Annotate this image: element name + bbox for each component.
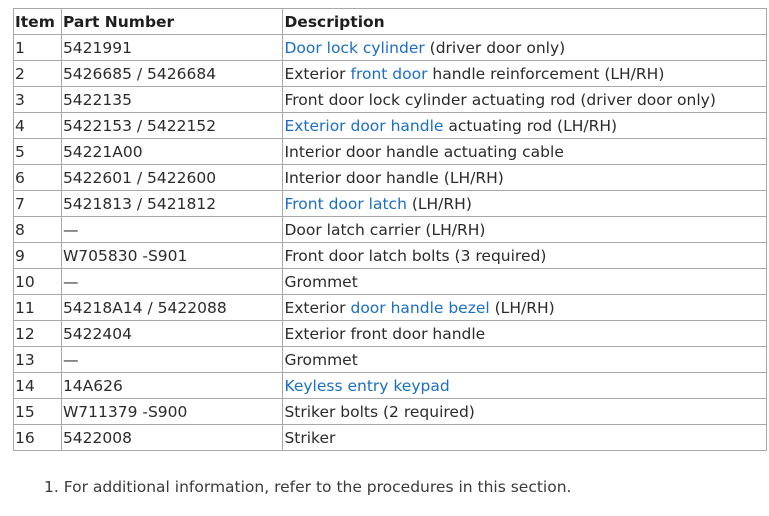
description-text: Exterior front door handle: [284, 324, 486, 343]
footnote-number: 1.: [44, 478, 59, 496]
cell-part-number: 5422404: [61, 321, 283, 347]
table-row: [14, 35, 767, 61]
description-link[interactable]: Front door latch: [284, 194, 407, 213]
description-link[interactable]: Door lock cylinder: [284, 38, 425, 57]
cell-item: 14: [14, 373, 62, 399]
cell-part-number: W705830 -S901: [61, 243, 283, 269]
cell-part-number: —: [61, 269, 283, 295]
cell-part-number: W711379 -S900: [61, 399, 283, 425]
footnote-text: For additional information, refer to the procedures in this section.: [63, 478, 572, 496]
table-row: [14, 243, 767, 269]
footnote: [44, 478, 571, 496]
table-row: [14, 425, 767, 451]
table-row: [14, 217, 767, 243]
cell-part-number: —: [61, 217, 283, 243]
description-link[interactable]: Keyless entry keypad: [284, 376, 450, 395]
table-row: [14, 269, 767, 295]
description-text: (LH/RH): [406, 194, 472, 213]
cell-part-number: 54221A00: [61, 139, 283, 165]
description-link[interactable]: front door: [350, 64, 428, 83]
cell-part-number: 5422601 / 5422600: [61, 165, 283, 191]
description-text: Interior door handle (LH/RH): [284, 168, 504, 187]
header-description: Description: [283, 9, 767, 35]
description-text: (driver door only): [424, 38, 566, 57]
cell-item: 2: [14, 61, 62, 87]
description-text: (LH/RH): [489, 298, 555, 317]
table-row: [14, 61, 767, 87]
header-item: Item: [14, 9, 62, 35]
cell-item: 1: [14, 35, 62, 61]
cell-part-number: 14A626: [61, 373, 283, 399]
table-row: [14, 165, 767, 191]
description-text: Grommet: [284, 350, 358, 369]
cell-item: 12: [14, 321, 62, 347]
cell-item: 7: [14, 191, 62, 217]
description-text: Front door lock cylinder actuating rod (driver door only): [284, 90, 716, 109]
cell-description: [283, 217, 767, 243]
cell-item: 13: [14, 347, 62, 373]
cell-part-number: 5421813 / 5421812: [61, 191, 283, 217]
table-row: [14, 399, 767, 425]
cell-description: [283, 113, 767, 139]
header-part-number: Part Number: [61, 9, 283, 35]
table-row: [14, 139, 767, 165]
cell-item: 6: [14, 165, 62, 191]
cell-item: 16: [14, 425, 62, 451]
description-text: Striker: [284, 428, 336, 447]
cell-description: [283, 269, 767, 295]
cell-item: 11: [14, 295, 62, 321]
table-row: [14, 191, 767, 217]
cell-item: 5: [14, 139, 62, 165]
description-text: Striker bolts (2 required): [284, 402, 475, 421]
table-header: [14, 9, 767, 35]
table-body: [14, 35, 767, 451]
description-text: Exterior: [284, 298, 351, 317]
description-text: Grommet: [284, 272, 358, 291]
table-row: [14, 295, 767, 321]
cell-description: [283, 61, 767, 87]
cell-item: 9: [14, 243, 62, 269]
cell-description: [283, 425, 767, 451]
cell-part-number: 5421991: [61, 35, 283, 61]
description-text: actuating rod (LH/RH): [443, 116, 618, 135]
parts-table: [13, 8, 767, 451]
cell-description: [283, 399, 767, 425]
cell-description: [283, 243, 767, 269]
table-row: [14, 373, 767, 399]
cell-part-number: 54218A14 / 5422088: [61, 295, 283, 321]
table-row: [14, 87, 767, 113]
table-row: [14, 347, 767, 373]
description-text: Front door latch bolts (3 required): [284, 246, 547, 265]
description-link[interactable]: Exterior door handle: [284, 116, 444, 135]
cell-item: 3: [14, 87, 62, 113]
cell-part-number: 5422135: [61, 87, 283, 113]
description-text: handle reinforcement (LH/RH): [427, 64, 665, 83]
cell-item: 10: [14, 269, 62, 295]
cell-description: [283, 321, 767, 347]
cell-description: [283, 35, 767, 61]
cell-item: 15: [14, 399, 62, 425]
description-text: Exterior: [284, 64, 351, 83]
cell-part-number: —: [61, 347, 283, 373]
cell-description: [283, 295, 767, 321]
header-row: [14, 9, 767, 35]
cell-description: [283, 165, 767, 191]
cell-part-number: 5422008: [61, 425, 283, 451]
description-link[interactable]: door handle bezel: [350, 298, 490, 317]
cell-description: [283, 373, 767, 399]
cell-item: 4: [14, 113, 62, 139]
cell-part-number: 5426685 / 5426684: [61, 61, 283, 87]
cell-description: [283, 347, 767, 373]
cell-description: [283, 139, 767, 165]
cell-description: [283, 191, 767, 217]
cell-part-number: 5422153 / 5422152: [61, 113, 283, 139]
table-row: [14, 113, 767, 139]
table-row: [14, 321, 767, 347]
description-text: Interior door handle actuating cable: [284, 142, 564, 161]
description-text: Door latch carrier (LH/RH): [284, 220, 486, 239]
cell-description: [283, 87, 767, 113]
cell-item: 8: [14, 217, 62, 243]
